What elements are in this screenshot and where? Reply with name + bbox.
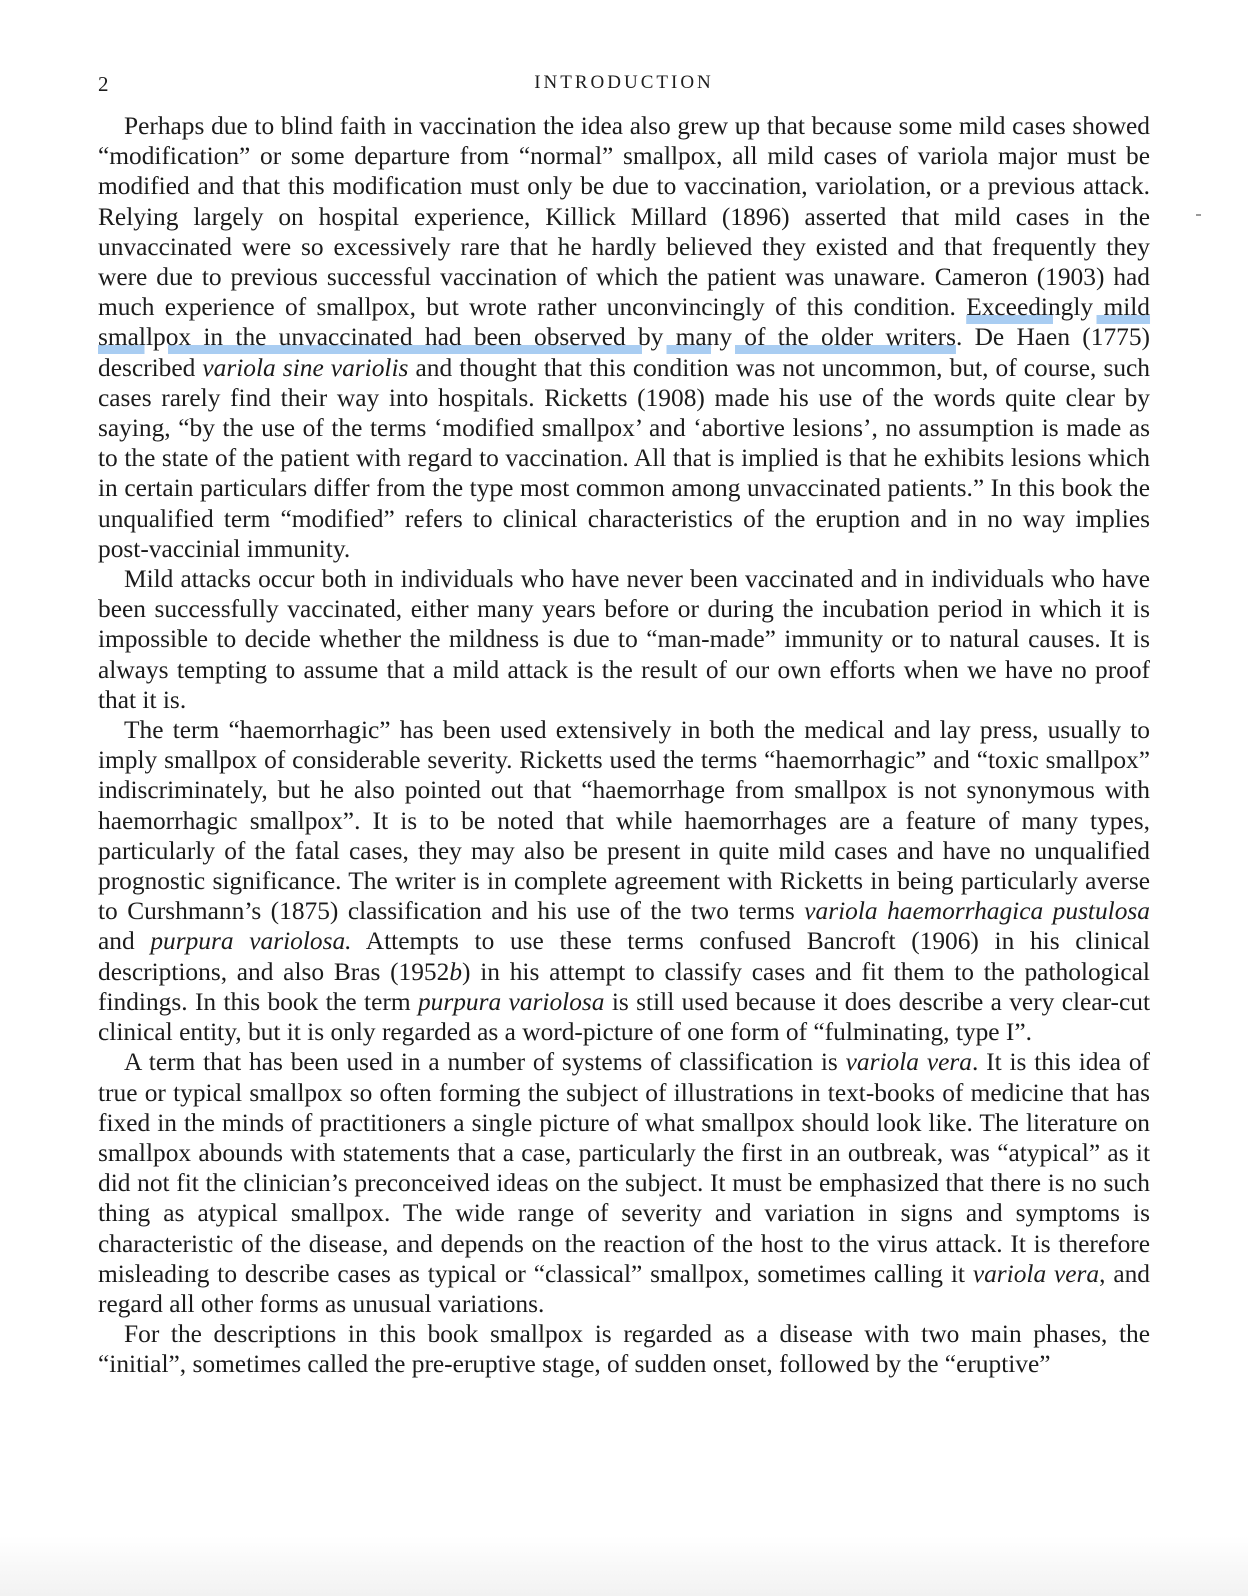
italic-letter: b — [449, 957, 463, 986]
body-text[interactable] — [98, 111, 1150, 1380]
paragraph-3-text: The term “haemorrhagic” has been used extensively in both the medical and lay press, usually to imply smallpox of considerable severity. Ricketts used the terms “haemorrhagic” and “toxic smallpox” indiscriminately, but he also pointed out that “haemorrhage from smallpox is not synonymous with haemorrhagic smallpox”. It is to be noted that while haemorrhages are a feature of many types, particularly of the fatal cases, they may also be present in quite mild cases and have no unqualified prognostic significance. The writer is in complete agreement with Ricketts in being particularly averse to Curshmann’s (1875) classification and his use of the two terms — [98, 716, 1150, 926]
paragraph-4-text: , and regard all other forms as unusual variations. — [98, 1259, 1151, 1318]
paragraph-1-text: Perhaps due to blind faith in vaccination the idea also grew up that because some mild cases showed “modification” or some departure from “normal” smallpox, all mild cases of variola major must be modified and that this modification must only be due to vaccination, variolation, or a previous attack. Relying largely on hospital experience, Killick Millard (1896) asserted that mild cases in the unvaccinated were so excessively rare that he hardly believed they existed and that frequently they were due to previous successful vaccination of which the patient was unaware. Cameron (1903) had much experience of smallpox, but wrote rather unconvincingly of this condition. — [98, 112, 1150, 322]
italic-term: purpura variolosa — [417, 987, 605, 1016]
paragraph-4[interactable] — [98, 1047, 1150, 1319]
italic-term: purpura variolosa. — [150, 927, 352, 956]
paragraph-2[interactable] — [98, 564, 1150, 715]
paragraph-3-text: is still used because it does describe a very clear-cut clinical entity, but it is only regarded as a word-picture of one form of “fulminating, type I”. — [98, 987, 1150, 1047]
paragraph-1-text-cont: . De Haen (1775) described — [98, 323, 1150, 382]
paragraph-1-text-end: and thought that this condition was not uncommon, but, of course, such cases rarely find their way into hospitals. Ricketts (1908) made his use of the words quite clear by saying, “by the use of the terms ‘modified smallpox’ and ‘abortive lesions’, no assumption is made as to the state of the patient with regard to vaccination. All that is implied is that he exhibits lesions which in certain particulars differ from the type most common among unvaccinated patients.” In this book the unqualified term “modified” refers to clinical characteristics of the eruption and in no way implies post-vaccinial immunity. — [98, 353, 1150, 563]
margin-mark — [1196, 214, 1201, 216]
paragraph-3[interactable] — [98, 715, 1150, 1047]
paragraph-3-text: ) in his attempt to classify cases and fit them to the pathological findings. In this book the term — [98, 957, 1150, 1016]
paragraph-5[interactable] — [98, 1319, 1150, 1379]
highlighted-text-selection[interactable]: Exceedingly mild smallpox in the unvaccinated had been observed by many of the older writers — [98, 293, 1151, 352]
paragraph-5-text: For the descriptions in this book smallpox is regarded as a disease with two main phases, the “initial”, sometimes called the pre-eruptive stage, of sudden onset, followed by the “eruptive” — [98, 1320, 1150, 1379]
paragraph-4-text: . It is this idea of true or typical smallpox so often forming the subject of illustrations in text-books of medicine that has fixed in the minds of practitioners a single picture of what smallpox should look like. The literature on smallpox abounds with statements that a case, particularly the first in an outbreak, was “atypical” as it did not fit the clinician’s preconceived ideas on the subject. It must be emphasized that there is no such thing as atypical smallpox. The wide range of severity and variation in signs and symptoms is characteristic of the disease, and depends on the reaction of the host to the virus attack. It is therefore misleading to describe cases as typical or “classical” smallpox, sometimes calling it — [98, 1048, 1150, 1288]
italic-term: variola vera — [845, 1048, 972, 1077]
paragraph-2-text: Mild attacks occur both in individuals who have never been vaccinated and in individuals who have been successfully vaccinated, either many years before or during the incubation period in which it is impossible to decide whether the mildness is due to “man-made” immunity or to natural causes. It is always tempting to assume that a mild attack is the result of our own efforts when we have no proof that it is. — [98, 565, 1150, 714]
italic-term: variola sine variolis — [202, 353, 409, 382]
page-number: 2 — [98, 72, 109, 96]
paragraph-1[interactable] — [98, 111, 1150, 564]
running-head — [98, 72, 1150, 98]
paragraph-3-text: and — [98, 927, 151, 956]
italic-term: variola vera — [972, 1259, 1100, 1288]
paragraph-3-text: Attempts to use these terms confused Bancroft (1906) in his clinical descriptions, and also Bras (1952 — [98, 927, 1150, 986]
italic-term: variola haemorrhagica pustulosa — [804, 897, 1150, 926]
paragraph-4-text: A term that has been used in a number of systems of classification is — [124, 1048, 846, 1077]
chapter-title: INTRODUCTION — [534, 72, 714, 93]
